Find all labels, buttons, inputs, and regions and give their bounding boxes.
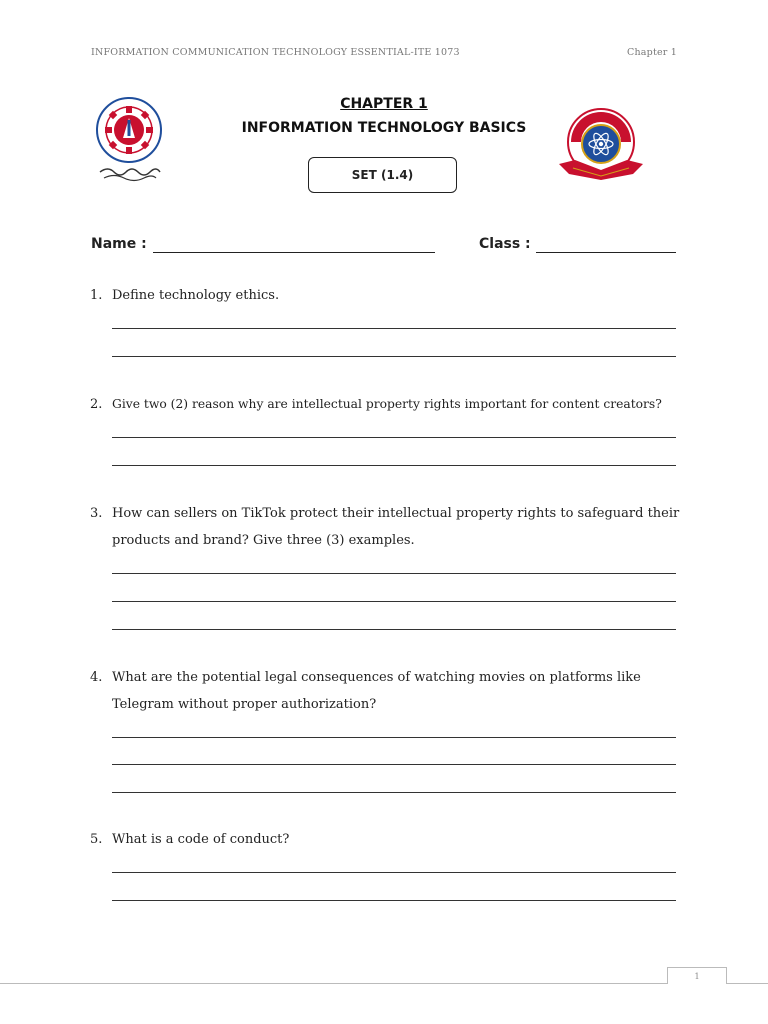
question-1: [90, 282, 680, 309]
class-field[interactable]: [479, 236, 531, 252]
question-text: What is a code of conduct?: [112, 832, 290, 847]
question-4: [90, 664, 680, 718]
answer-line[interactable]: [112, 900, 676, 901]
question-2: [90, 391, 680, 418]
answer-line[interactable]: [112, 601, 676, 602]
footer-rule: [0, 983, 768, 984]
question-text: How can sellers on TikTok protect their intellectual property rights to safeguard their products and brand? Give three (3) examples.: [112, 506, 680, 548]
question-number: 5.: [90, 832, 103, 847]
answer-line[interactable]: [112, 328, 676, 329]
answer-line[interactable]: [112, 737, 676, 738]
answer-line[interactable]: [112, 437, 676, 438]
answer-line[interactable]: [112, 573, 676, 574]
title-block: [200, 94, 568, 138]
question-number: 4.: [90, 670, 103, 685]
class-underline: [536, 252, 676, 253]
name-underline: [153, 252, 435, 253]
answer-line[interactable]: [112, 465, 676, 466]
answer-line[interactable]: [112, 872, 676, 873]
class-label: Class :: [479, 236, 531, 252]
chapter-tag: Chapter 1: [627, 47, 677, 58]
course-code: INFORMATION COMMUNICATION TECHNOLOGY ESSENTIAL-ITE 1073: [91, 47, 460, 58]
question-text: What are the potential legal consequences of watching movies on platforms like Telegram without proper authorization?: [112, 670, 641, 712]
answer-line[interactable]: [112, 629, 676, 630]
question-3: [90, 500, 680, 554]
answer-line[interactable]: [112, 792, 676, 793]
question-text: Define technology ethics.: [112, 288, 280, 303]
subject-title: INFORMATION TECHNOLOGY BASICS: [241, 120, 527, 136]
page-number: 1: [694, 971, 700, 981]
set-label: SET (1.4): [351, 168, 414, 182]
chapter-title: CHAPTER 1: [340, 96, 428, 112]
answer-line[interactable]: [112, 356, 676, 357]
question-number: 1.: [90, 288, 103, 303]
mara-crest-icon: [90, 94, 168, 182]
running-header: [91, 47, 677, 58]
name-label: Name :: [91, 236, 147, 252]
answer-line[interactable]: [112, 764, 676, 765]
name-field[interactable]: [91, 236, 147, 252]
kolej-mara-crest-icon: [553, 106, 649, 188]
question-text: Give two (2) reason why are intellectual property rights important for content creators?: [112, 397, 662, 411]
question-number: 3.: [90, 506, 103, 521]
question-5: [90, 826, 680, 853]
set-label-box: [308, 157, 457, 193]
question-number: 2.: [90, 397, 103, 412]
page-number-box: [667, 967, 727, 984]
